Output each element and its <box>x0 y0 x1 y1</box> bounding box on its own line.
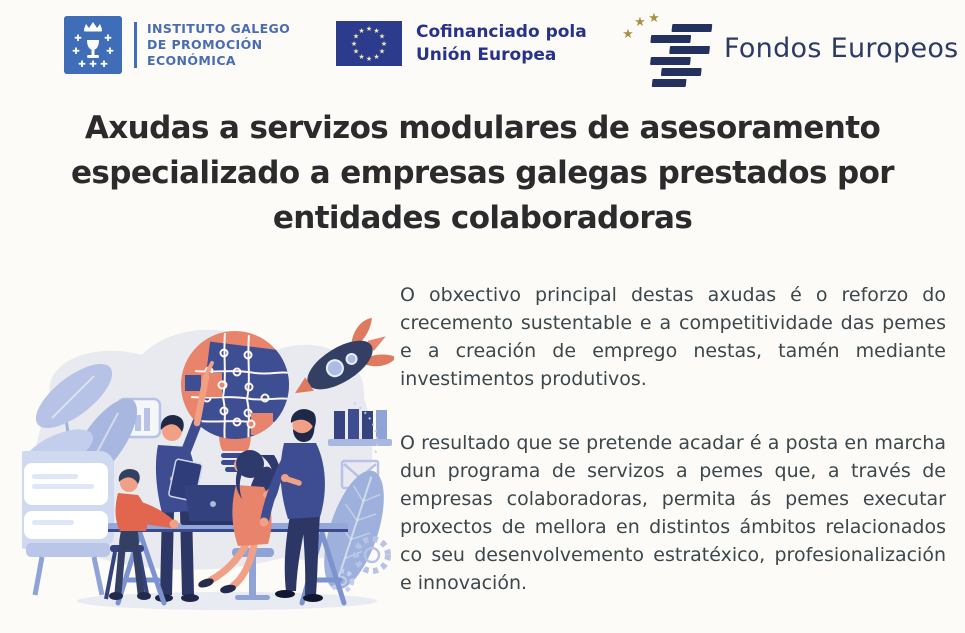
fondos-europeos-logo <box>616 8 959 88</box>
fondos-europeos-label: Fondos Europeos <box>724 32 959 64</box>
svg-text:★: ★ <box>358 27 365 36</box>
svg-text:✚: ✚ <box>106 47 114 57</box>
title-line-2: especializado a empresas galegas prestados por <box>71 155 894 191</box>
svg-text:★: ★ <box>365 25 373 34</box>
title-line-1: Axudas a servizos modulares de asesoramento <box>84 110 881 146</box>
svg-text:★: ★ <box>350 40 358 49</box>
igape-logo-text <box>147 21 290 70</box>
svg-text:★: ★ <box>648 11 660 26</box>
body-text <box>400 281 946 633</box>
svg-text:★: ★ <box>365 55 373 64</box>
illustration-canvas <box>22 293 394 617</box>
svg-text:★: ★ <box>373 53 380 62</box>
igape-logo <box>64 16 290 74</box>
galician-coat-of-arms-icon <box>64 16 122 74</box>
igape-line-2: DE PROMOCIÓN <box>147 36 263 52</box>
svg-text:★: ★ <box>352 32 360 41</box>
svg-text:★: ★ <box>373 27 380 36</box>
svg-text:★: ★ <box>352 47 360 56</box>
paragraph-result: O resultado que se pretende acadar é a posta en marcha dun programa de servizos a pemes que, a través de empresas colaboradoras, permita ás pemes executar proxectos de mellora en distintos ámbitos relacionados co seu desenvolvemento estratéxico, profesionalización e innovación. <box>400 432 946 594</box>
svg-text:✚: ✚ <box>100 60 108 70</box>
svg-text:✚: ✚ <box>72 47 80 57</box>
svg-text:★: ★ <box>634 15 646 30</box>
svg-text:✚: ✚ <box>78 60 86 70</box>
eu-flag-icon <box>336 21 402 66</box>
svg-text:✚: ✚ <box>74 34 82 44</box>
eu-line-1: Cofinanciado pola <box>416 22 587 42</box>
svg-text:★: ★ <box>378 32 386 41</box>
page-title <box>20 106 945 241</box>
svg-text:✚: ✚ <box>89 60 97 70</box>
svg-text:★: ★ <box>622 27 634 42</box>
fondos-europeos-bars-icon <box>616 8 718 88</box>
logo-bar <box>0 0 965 100</box>
svg-text:★: ★ <box>378 47 386 56</box>
eu-line-2: Unión Europea <box>416 44 557 65</box>
svg-text:✚: ✚ <box>104 34 112 44</box>
paragraph-objective: O obxectivo principal destas axudas é o reforzo do crecemento sustentable e a competitividade das pemes e a creación de emprego nestas, tamén mediante investimentos produtivos. <box>400 284 946 390</box>
svg-text:★: ★ <box>358 53 365 62</box>
eu-cofinanced-logo <box>336 21 587 67</box>
title-line-3: entidades colaboradoras <box>272 200 693 236</box>
igape-divider <box>134 22 137 68</box>
igape-line-1: INSTITUTO GALEGO <box>147 20 291 36</box>
igape-line-3: ECONÓMICA <box>147 53 236 69</box>
team-collaboration-illustration <box>22 293 394 617</box>
eu-logo-text <box>416 21 587 67</box>
armchair <box>22 451 114 595</box>
svg-text:★: ★ <box>380 40 388 49</box>
